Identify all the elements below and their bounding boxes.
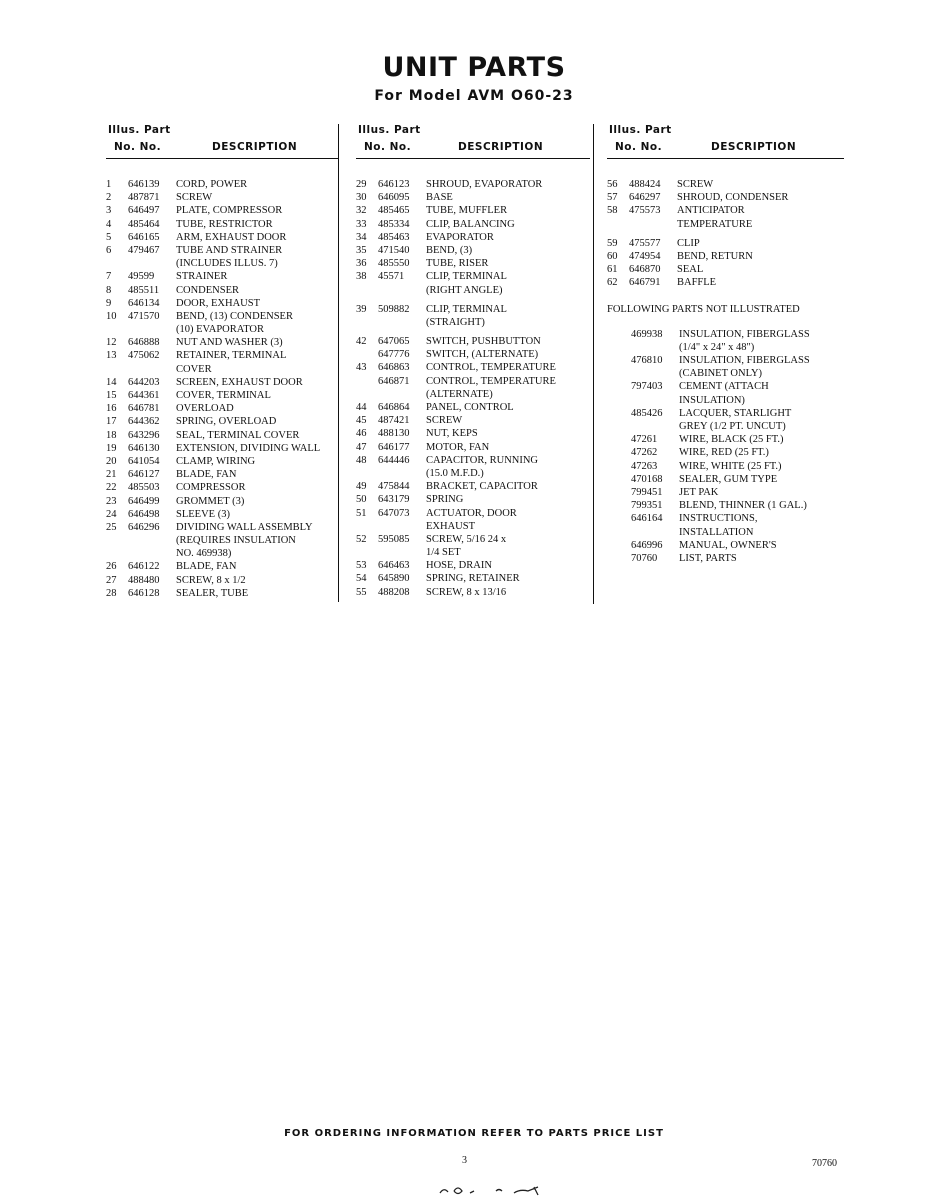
part-description: SHROUD, EVAPORATOR	[426, 179, 543, 190]
part-number: 474954	[629, 250, 661, 262]
part-number: 646791	[629, 277, 661, 289]
part-description: COVER, TERMINAL	[176, 390, 271, 401]
part-number: 470168	[631, 473, 663, 485]
part-description: LIST, PARTS	[679, 552, 737, 564]
parts-list-3	[607, 178, 810, 565]
header-rule	[356, 158, 590, 159]
illus-number: 12	[106, 337, 117, 349]
part-description: BLADE, FAN	[176, 469, 237, 481]
part-description: SCREW, 8 x 13/16	[426, 586, 507, 598]
illus-number: 25	[106, 521, 117, 533]
part-description: BEND, (3)	[426, 244, 473, 256]
part-description: SPRING	[426, 494, 464, 506]
part-description: INSTALLATION	[679, 526, 754, 538]
part-description: BRACKET, CAPACITOR	[426, 481, 538, 493]
ordering-footer: FOR ORDERING INFORMATION REFER TO PARTS PRICE LIST	[284, 1128, 664, 1139]
part-number: 646095	[378, 192, 410, 204]
illus-number: 15	[106, 390, 117, 401]
illus-number: 22	[106, 482, 117, 494]
part-description: EVAPORATOR	[426, 231, 494, 243]
part-description: RETAINER, TERMINAL	[176, 350, 287, 362]
list-item	[607, 407, 800, 420]
part-number: 797403	[631, 381, 663, 393]
part-number: 647073	[378, 507, 410, 519]
part-number: 45571	[378, 271, 405, 283]
illus-number: 38	[356, 271, 367, 283]
illus-number: 60	[607, 250, 618, 262]
illus-number: 39	[356, 303, 367, 315]
page-subtitle: For Model AVM O60-23	[374, 88, 574, 104]
part-number: 485511	[128, 284, 160, 296]
list-item	[607, 433, 800, 446]
part-description: INSULATION, FIBERGLASS	[679, 328, 810, 340]
part-description: INSULATION)	[679, 394, 745, 406]
illus-number: 9	[106, 297, 112, 309]
part-number: 509882	[378, 303, 410, 315]
list-item	[607, 512, 800, 525]
part-description: INSULATION, FIBERGLASS	[679, 355, 810, 367]
illus-number: 34	[356, 231, 367, 243]
part-description: CLAMP, WIRING	[176, 455, 256, 467]
parts-column-3	[607, 124, 844, 604]
part-number: 646497	[128, 205, 160, 217]
part-description: STRAINER	[176, 271, 228, 283]
part-description: SEALER, TUBE	[176, 587, 249, 599]
illus-number: 50	[356, 494, 367, 506]
part-description: SCREW	[677, 179, 714, 190]
part-description: SCREW, 8 x 1/2	[176, 574, 246, 586]
illus-number: 3	[106, 205, 112, 217]
list-item	[607, 486, 800, 499]
part-number: 476810	[631, 355, 663, 367]
part-number: 488424	[629, 179, 661, 190]
part-description: WIRE, BLACK (25 FT.)	[679, 434, 784, 446]
part-number: 647776	[378, 349, 410, 361]
part-number: 469938	[631, 328, 663, 340]
part-description: TUBE, MUFFLER	[426, 205, 508, 217]
part-description: CLIP, TERMINAL	[426, 303, 507, 315]
list-item	[607, 263, 800, 276]
page-title: UNIT PARTS	[382, 52, 566, 83]
part-description: SPRING, RETAINER	[426, 573, 520, 585]
list-item	[607, 341, 800, 354]
part-description: BAFFLE	[677, 277, 717, 289]
header-rule	[607, 158, 844, 159]
illus-number: 36	[356, 258, 367, 270]
list-item	[607, 539, 800, 552]
part-number: 646122	[128, 561, 160, 573]
page-number: 3	[462, 1155, 467, 1166]
illus-number: 18	[106, 429, 117, 441]
illus-number: 14	[106, 376, 117, 388]
illus-number: 58	[607, 205, 618, 217]
illus-number: 28	[106, 587, 117, 599]
illus-number: 16	[106, 403, 117, 415]
part-description: CONDENSER	[176, 284, 240, 296]
illus-number: 61	[607, 264, 618, 276]
list-item	[607, 237, 800, 250]
illus-number: 45	[356, 415, 367, 427]
part-number: 646781	[128, 403, 160, 415]
part-description: WIRE, RED (25 FT.)	[679, 447, 769, 459]
list-item	[607, 380, 800, 393]
part-number: 479467	[128, 244, 160, 256]
part-description: GROMMET (3)	[176, 495, 245, 507]
list-item	[607, 250, 800, 263]
list-item	[607, 499, 807, 512]
part-number: 646463	[378, 560, 410, 572]
document-number: 70760	[812, 1158, 837, 1169]
list-item	[607, 367, 800, 380]
part-description: TUBE AND STRAINER	[176, 244, 283, 256]
part-description: GREY (1/2 PT. UNCUT)	[679, 421, 786, 433]
part-description: (INCLUDES ILLUS. 7)	[176, 258, 278, 270]
illus-number: 1	[106, 179, 112, 190]
part-number: 475577	[629, 237, 661, 249]
illus-number: 49	[356, 481, 367, 493]
part-description: CORD, POWER	[176, 179, 248, 190]
list-item	[607, 552, 800, 565]
part-description: MOTOR, FAN	[426, 441, 490, 453]
part-number: 646296	[128, 521, 160, 533]
part-description: JET PAK	[679, 486, 719, 498]
part-description: (ALTERNATE)	[426, 388, 493, 400]
part-number: 646164	[631, 513, 663, 525]
part-number: 646177	[378, 441, 410, 453]
illus-number: 24	[106, 508, 117, 520]
illus-number: 44	[356, 402, 367, 413]
part-description: SEALER, GUM TYPE	[679, 473, 778, 485]
header-rule	[106, 158, 338, 159]
part-description: NUT, KEPS	[426, 428, 478, 440]
illus-number: 54	[356, 573, 367, 585]
part-description: OVERLOAD	[176, 403, 234, 415]
header-illus-part: Illus. Part	[609, 124, 672, 136]
part-number: 49599	[128, 271, 155, 283]
part-number: 646134	[128, 297, 160, 309]
part-description: ACTUATOR, DOOR	[426, 507, 517, 519]
part-description: (1/4" x 24" x 48")	[679, 341, 755, 353]
part-description: SCREW	[176, 192, 213, 204]
list-item	[607, 473, 800, 486]
list-item	[607, 328, 810, 341]
part-description: SCREEN, EXHAUST DOOR	[176, 376, 303, 388]
part-number: 644446	[378, 454, 410, 466]
header-description: DESCRIPTION	[212, 141, 298, 153]
part-description: DOOR, EXHAUST	[176, 297, 260, 309]
part-description: 1/4 SET	[426, 547, 461, 559]
illus-number: 10	[106, 310, 117, 322]
part-description: CLIP, TERMINAL	[426, 271, 507, 283]
part-number: 485426	[631, 407, 663, 419]
list-item	[607, 354, 810, 367]
list-item	[607, 276, 800, 289]
part-number: 485550	[378, 258, 410, 270]
illus-number: 4	[106, 218, 112, 230]
part-description: (10) EVAPORATOR	[176, 324, 264, 336]
part-description: BLEND, THINNER (1 GAL.)	[679, 500, 807, 512]
part-number: 646863	[378, 362, 410, 374]
illus-number: 5	[106, 231, 112, 243]
handwritten-mark	[438, 1183, 558, 1197]
list-item	[607, 526, 800, 539]
illus-number: 53	[356, 560, 367, 572]
part-number: 47261	[631, 434, 658, 446]
part-description: ANTICIPATOR	[677, 205, 745, 217]
part-description: SLEEVE (3)	[176, 508, 230, 520]
part-number: 643179	[378, 494, 410, 506]
column-header	[106, 124, 338, 158]
part-description: NUT AND WASHER (3)	[176, 337, 283, 349]
header-description: DESCRIPTION	[711, 141, 797, 153]
part-number: 485334	[378, 218, 410, 230]
parts-column-2	[356, 124, 590, 604]
part-number: 799351	[631, 500, 663, 512]
part-number: 485464	[128, 218, 160, 230]
part-number: 475573	[629, 205, 661, 217]
part-description: SPRING, OVERLOAD	[176, 416, 277, 428]
part-description: WIRE, WHITE (25 FT.)	[679, 460, 782, 472]
part-description: BLADE, FAN	[176, 561, 237, 573]
column-divider	[593, 124, 594, 604]
part-number: 646139	[128, 179, 160, 190]
illus-number: 42	[356, 336, 367, 348]
part-description: ARM, EXHAUST DOOR	[176, 231, 287, 243]
list-item	[607, 394, 800, 407]
part-description: CLIP, BALANCING	[426, 218, 515, 230]
part-description: (RIGHT ANGLE)	[426, 284, 503, 296]
part-description: SWITCH, (ALTERNATE)	[426, 349, 539, 361]
list-item	[607, 460, 800, 473]
illus-number: 35	[356, 244, 367, 256]
part-description: TEMPERATURE	[677, 218, 753, 230]
header-description: DESCRIPTION	[458, 141, 544, 153]
list-item	[607, 191, 800, 204]
part-description: (CABINET ONLY)	[679, 368, 763, 380]
part-description: EXHAUST	[426, 520, 475, 532]
not-illustrated-heading: FOLLOWING PARTS NOT ILLUSTRATED	[607, 303, 800, 315]
part-description: BEND, (13) CONDENSER	[176, 310, 293, 322]
illus-number: 19	[106, 442, 117, 454]
part-number: 646871	[378, 375, 410, 387]
part-description: CAPACITOR, RUNNING	[426, 454, 539, 466]
part-number: 485463	[378, 231, 410, 243]
part-number: 488208	[378, 586, 410, 598]
part-number: 646498	[128, 508, 160, 520]
part-description: SWITCH, PUSHBUTTON	[426, 336, 541, 348]
list-item	[607, 204, 800, 217]
part-description: MANUAL, OWNER'S	[679, 539, 777, 551]
header-no-no: No. No.	[114, 141, 162, 153]
illus-number: 43	[356, 362, 367, 374]
illus-number: 48	[356, 454, 367, 466]
part-number: 487421	[378, 415, 410, 427]
part-number: 644361	[128, 390, 160, 401]
part-number: 646128	[128, 587, 160, 599]
illus-number: 30	[356, 192, 367, 204]
list-item	[607, 420, 800, 433]
part-number: 646130	[128, 442, 160, 454]
illus-number: 47	[356, 441, 367, 453]
part-description: SEAL, TERMINAL COVER	[176, 429, 300, 441]
illus-number: 33	[356, 218, 367, 230]
illus-number: 13	[106, 350, 117, 362]
part-description: COMPRESSOR	[176, 482, 246, 494]
illus-number: 46	[356, 428, 367, 440]
illus-number: 55	[356, 586, 367, 598]
header-no-no: No. No.	[364, 141, 412, 153]
part-number: 70760	[631, 552, 658, 564]
part-number: 646870	[629, 264, 661, 276]
part-description: HOSE, DRAIN	[426, 560, 492, 572]
part-number: 485465	[378, 205, 410, 217]
part-number: 487871	[128, 192, 160, 204]
part-number: 646864	[378, 402, 410, 413]
part-description: SCREW, 5/16 24 x	[426, 533, 507, 545]
illus-number: 26	[106, 561, 117, 573]
illus-number: 27	[106, 574, 117, 586]
part-number: 595085	[378, 533, 410, 545]
part-description: EXTENSION, DIVIDING WALL	[176, 442, 321, 454]
part-description: SEAL	[677, 264, 704, 276]
part-description: PLATE, COMPRESSOR	[176, 205, 283, 217]
part-description: PANEL, CONTROL	[426, 402, 514, 413]
illus-number: 51	[356, 507, 367, 519]
part-number: 485503	[128, 482, 160, 494]
column-divider	[338, 124, 339, 602]
part-number: 641054	[128, 455, 160, 467]
part-description: CLIP	[677, 237, 700, 249]
part-number: 646499	[128, 495, 160, 507]
part-number: 471540	[378, 244, 410, 256]
part-description: TUBE, RISER	[426, 258, 489, 270]
illus-number: 23	[106, 495, 117, 507]
part-description: CONTROL, TEMPERATURE	[426, 375, 556, 387]
part-description: NO. 469938)	[176, 548, 232, 560]
illus-number: 6	[106, 244, 112, 256]
part-description: SHROUD, CONDENSER	[677, 192, 789, 204]
part-number: 646165	[128, 231, 160, 243]
part-number: 643296	[128, 429, 160, 441]
column-header	[607, 124, 844, 158]
part-number: 644362	[128, 416, 160, 428]
part-number: 646123	[378, 179, 410, 190]
part-description: INSTRUCTIONS,	[679, 513, 758, 525]
part-number: 645890	[378, 573, 410, 585]
part-number: 644203	[128, 376, 160, 388]
header-no-no: No. No.	[615, 141, 663, 153]
part-number: 646996	[631, 539, 663, 551]
part-description: LACQUER, STARLIGHT	[679, 407, 792, 419]
list-item	[607, 178, 800, 191]
part-description: BASE	[426, 192, 453, 204]
illus-number: 62	[607, 277, 618, 289]
list-item	[607, 218, 800, 231]
part-number: 646127	[128, 469, 160, 481]
part-number: 471570	[128, 310, 160, 322]
list-item	[607, 446, 800, 459]
part-number: 475062	[128, 350, 160, 362]
illus-number: 21	[106, 469, 117, 481]
part-number: 488130	[378, 428, 410, 440]
part-number: 47263	[631, 460, 658, 472]
illus-number: 17	[106, 416, 117, 428]
part-description: (15.0 M.F.D.)	[426, 467, 484, 479]
illus-number: 29	[356, 179, 367, 190]
part-number: 47262	[631, 447, 658, 459]
part-description: SCREW	[426, 415, 463, 427]
parts-column-1	[106, 124, 338, 604]
part-number: 799451	[631, 486, 663, 498]
illus-number: 20	[106, 455, 117, 467]
part-description: DIVIDING WALL ASSEMBLY	[176, 521, 313, 533]
part-number: 646888	[128, 337, 160, 349]
illus-number: 59	[607, 237, 618, 249]
illus-number: 2	[106, 192, 112, 204]
illus-number: 8	[106, 284, 112, 296]
part-description: CONTROL, TEMPERATURE	[426, 362, 556, 374]
illus-number: 57	[607, 192, 618, 204]
part-description: COVER	[176, 363, 212, 375]
illus-number: 7	[106, 271, 112, 283]
illus-number: 52	[356, 533, 367, 545]
header-illus-part: Illus. Part	[358, 124, 421, 136]
part-description: BEND, RETURN	[677, 250, 753, 262]
part-number: 646297	[629, 192, 661, 204]
part-description: (REQUIRES INSULATION	[176, 535, 296, 547]
part-number: 647065	[378, 336, 410, 348]
part-number: 488480	[128, 574, 160, 586]
part-description: (STRAIGHT)	[426, 316, 485, 328]
part-number: 475844	[378, 481, 410, 493]
header-illus-part: Illus. Part	[108, 124, 171, 136]
illus-number: 32	[356, 205, 367, 217]
part-description: TUBE, RESTRICTOR	[176, 218, 273, 230]
column-header	[356, 124, 590, 158]
part-description: CEMENT (ATTACH	[679, 381, 769, 393]
illus-number: 56	[607, 179, 618, 190]
